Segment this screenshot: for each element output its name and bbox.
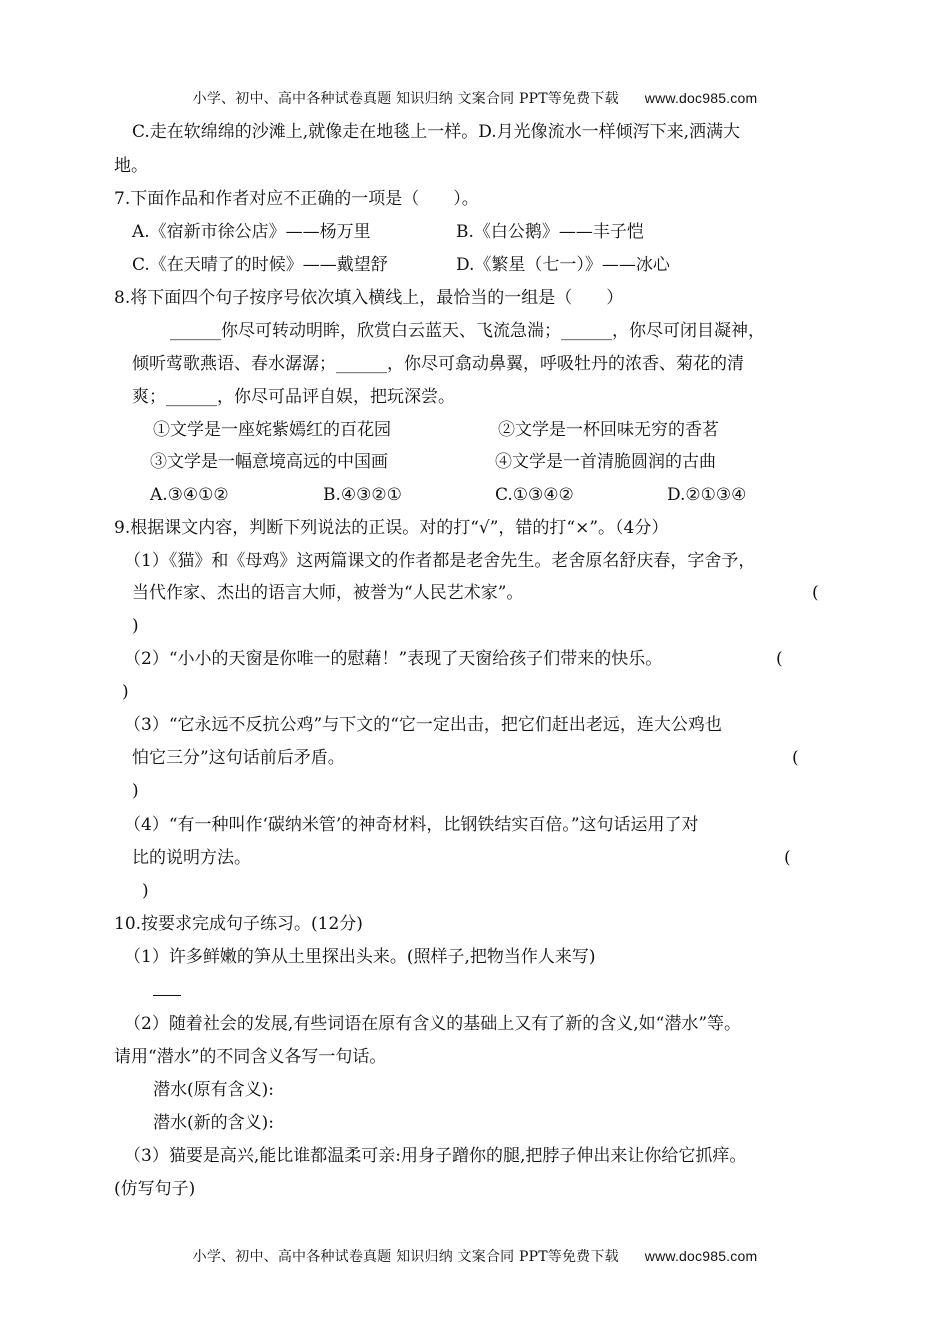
q9-item-3-paren-open: ( [792, 748, 799, 768]
q8-sentence-3: ③文学是一幅意境高远的中国画 [150, 452, 388, 472]
header-site: www.doc985.com [644, 90, 758, 106]
option-line-cont: 地。 [114, 156, 148, 176]
page-header [0, 88, 950, 108]
q9-item-1-paren-open: ( [812, 583, 819, 603]
page-footer [0, 1246, 950, 1266]
q9-item-4-line-2: 比的说明方法。 [132, 848, 251, 868]
q8-option-d: D.②①③④ [667, 485, 747, 505]
q9-item-3-line-1: （3）“它永远不反抗公鸡”与下文的“它一定出击，把它们赶出老远，连大公鸡也 [124, 715, 722, 735]
q7-option-b: B.《白公鹅》——丰子恺 [456, 222, 644, 242]
q10-item-1: （1）许多鲜嫩的笋从土里探出头来。(照样子,把物当作人来写) [124, 947, 596, 967]
q9-item-1-line-2: 当代作家、杰出的语言大师，被誉为“人民艺术家”。 [132, 583, 524, 603]
q8-passage-line-2: 倾听莺歌燕语、春水潺潺；______，你尽可翕动鼻翼，呼吸牡丹的浓香、菊花的清 [132, 354, 744, 374]
q10-item-2-line-1: （2）随着社会的发展,有些词语在原有含义的基础上又有了新的含义,如“潜水”等。 [124, 1014, 742, 1034]
q8-option-a: A.③④①② [150, 485, 229, 505]
q8-passage-line-3: 爽；______，你尽可品评自娱，把玩深尝。 [132, 387, 455, 407]
q10-item-3-line-1: （3）猫要是高兴,能比谁都温柔可亲:用身子蹭你的腿,把脖子伸出来让你给它抓痒。 [124, 1146, 747, 1166]
footer-site: www.doc985.com [644, 1248, 758, 1264]
q8-option-c: C.①③④② [495, 485, 574, 505]
q9-item-3-line-2: 怕它三分”这句话前后矛盾。 [132, 748, 345, 768]
q10-item-3-line-2: (仿写句子) [114, 1179, 196, 1199]
q8-sentence-1: ①文学是一座姹紫嫣红的百花园 [153, 420, 391, 440]
q8-sentence-4: ④文学是一首清脆圆润的古曲 [495, 452, 716, 472]
q9-item-2-paren-open: ( [776, 649, 783, 669]
q10-item-2-new-meaning: 潜水(新的含义): [153, 1113, 274, 1133]
q9-item-4-line-1: （4）“有一种叫作‘碳纳米管’的神奇材料，比钢铁结实百倍。”这句话运用了对 [124, 815, 699, 835]
q9-item-3-paren-close: ) [132, 781, 139, 801]
footer-text: 小学、初中、高中各种试卷真题 知识归纳 文案合同 PPT等免费下载 [192, 1249, 619, 1265]
q9-item-2-paren-close: ) [122, 682, 129, 702]
q8-option-b: B.④③②① [323, 485, 402, 505]
header-text: 小学、初中、高中各种试卷真题 知识归纳 文案合同 PPT等免费下载 [192, 91, 619, 107]
q10-item-1-answer-blank[interactable] [153, 979, 181, 996]
question-10: 10.按要求完成句子练习。(12分) [114, 914, 363, 934]
question-9: 9.根据课文内容，判断下列说法的正误。对的打“√”，错的打“×”。（4分） [114, 518, 669, 538]
q7-option-c: C.《在天晴了的时候》——戴望舒 [132, 255, 388, 275]
question-7: 7.下面作品和作者对应不正确的一项是（ ）。 [114, 189, 479, 209]
q10-item-2-original-meaning: 潜水(原有含义): [153, 1080, 274, 1100]
question-8: 8.将下面四个句子按序号依次填入横线上，最恰当的一组是（ ） [114, 288, 624, 308]
q10-item-2-line-2: 请用“潜水”的不同含义各写一句话。 [114, 1047, 387, 1067]
q9-item-4-paren-close: ) [142, 881, 149, 901]
q7-option-a: A.《宿新市徐公店》——杨万里 [132, 222, 371, 242]
q8-passage-line-1: ______你尽可转动明眸，欣赏白云蓝天、飞流急湍；______，你尽可闭目凝神， [170, 321, 765, 341]
q9-item-4-paren-open: ( [784, 848, 791, 868]
q9-item-2: （2）“小小的天窗是你唯一的慰藉！”表现了天窗给孩子们带来的快乐。 [124, 649, 663, 669]
q8-sentence-2: ②文学是一杯回味无穷的香茗 [498, 420, 719, 440]
q9-item-1-line-1: （1）《猫》和《母鸡》这两篇课文的作者都是老舍先生。老舍原名舒庆春，字舍予， [124, 551, 756, 571]
q7-option-d: D.《繁星（七一）》——冰心 [456, 255, 670, 275]
q9-item-1-paren-close: ) [132, 616, 139, 636]
option-line-c-d: C.走在软绵绵的沙滩上,就像走在地毯上一样。D.月光像流水一样倾泻下来,洒满大 [132, 122, 741, 142]
